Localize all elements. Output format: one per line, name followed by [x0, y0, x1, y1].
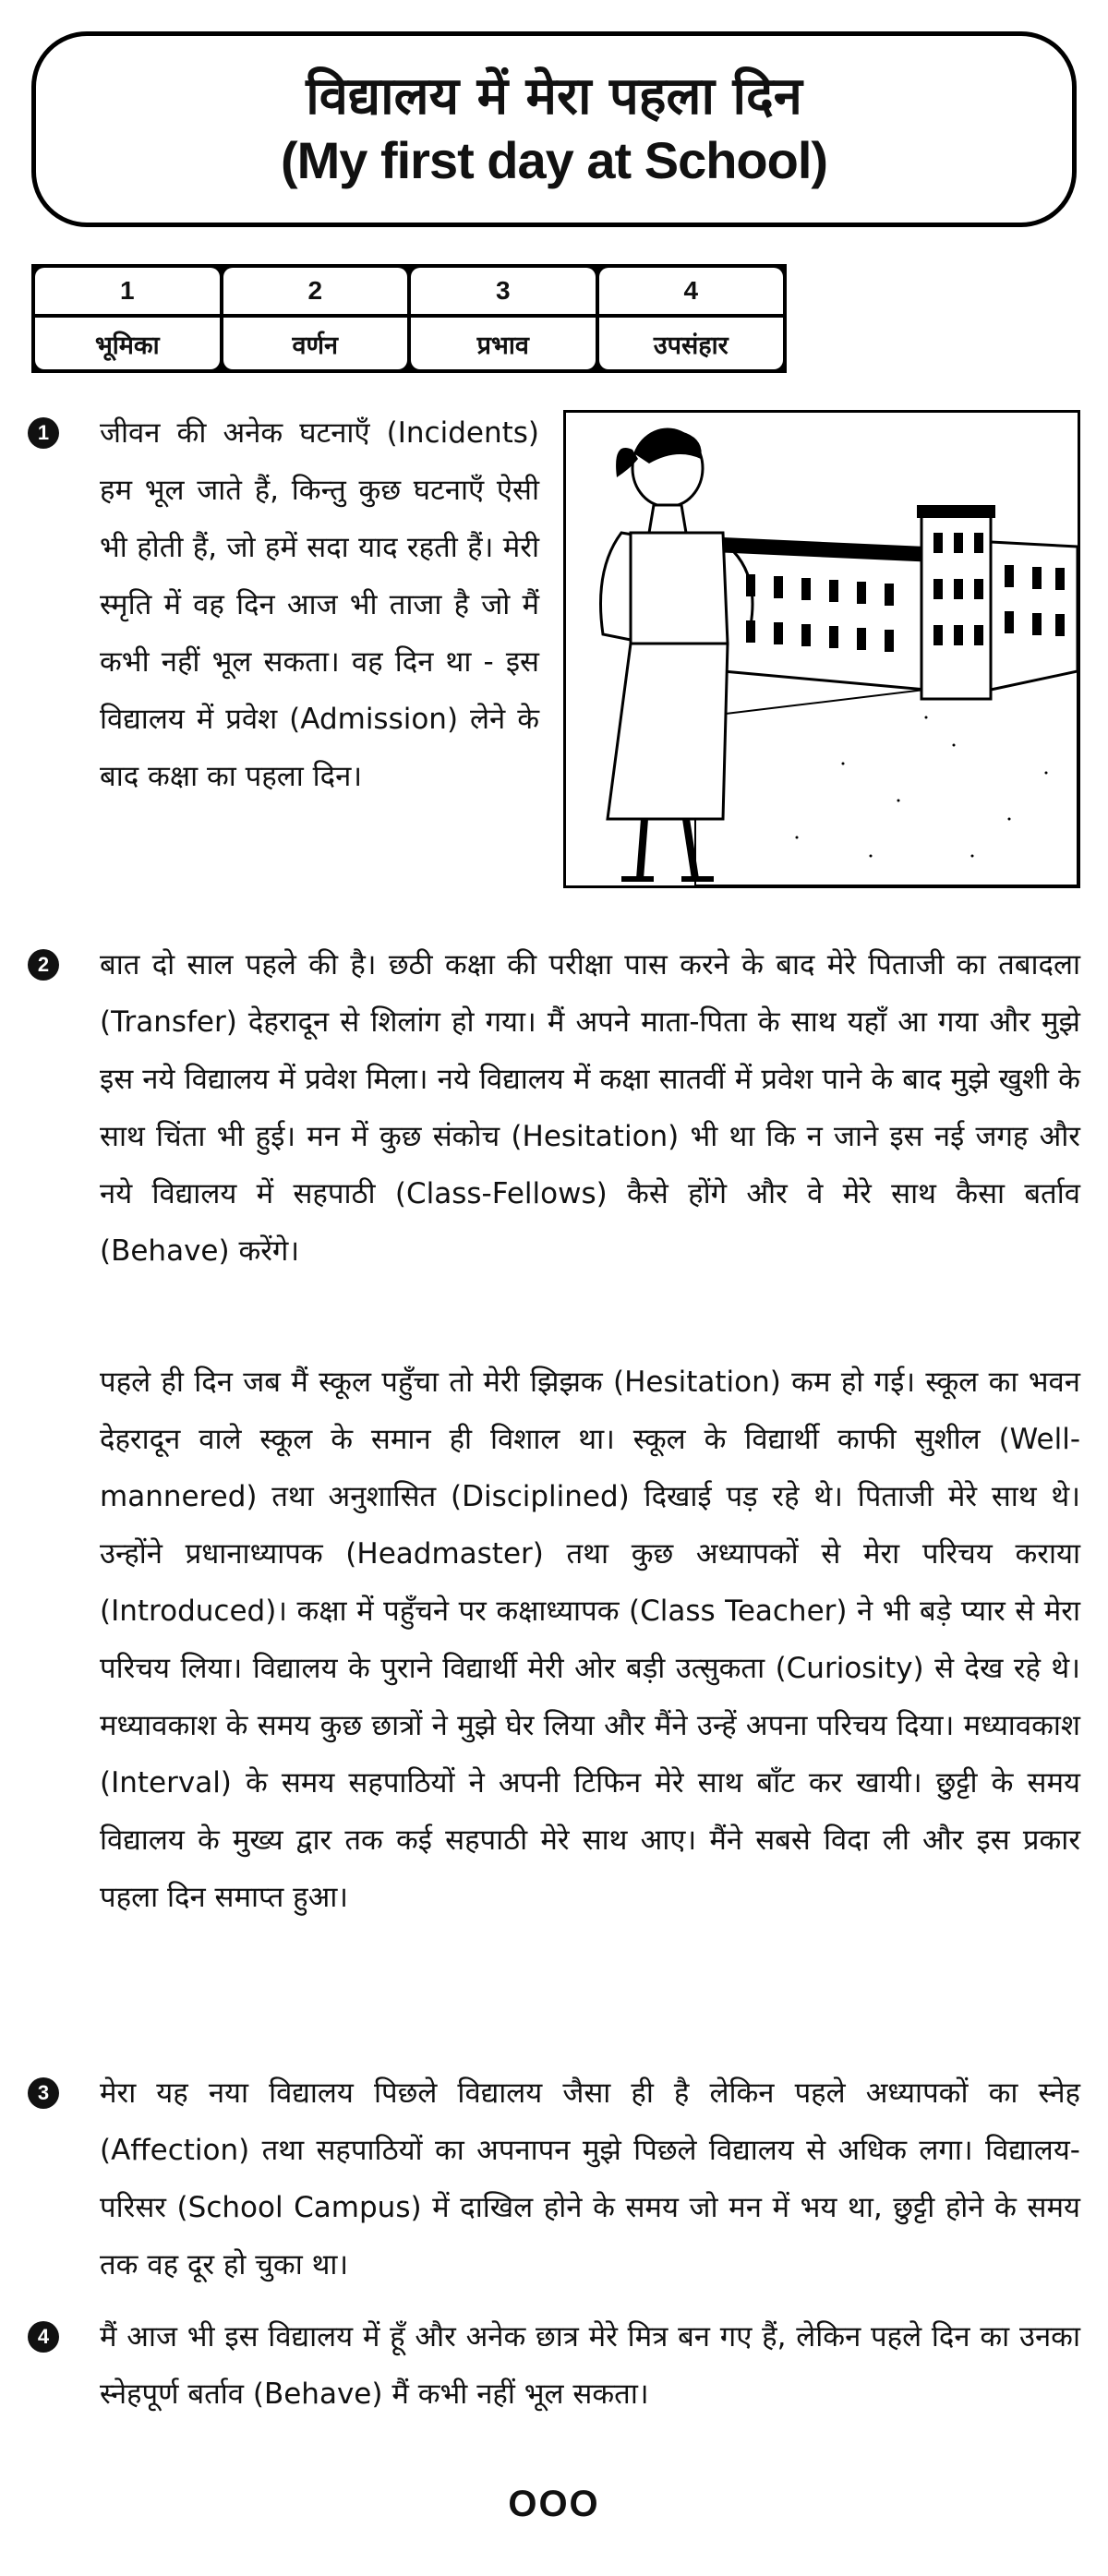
outline-number: 2: [223, 268, 408, 318]
title-box: [31, 31, 1077, 227]
outline-cell: [599, 268, 784, 369]
title-hindi: विद्यालय में मेरा पहला दिन: [306, 66, 802, 127]
paragraph-conclusion: मैं आज भी इस विद्यालय में हूँ और अनेक छात्र मेरे मित्र बन गए हैं, लेकिन पहले दिन का उनका स्नेहपूर्ण बर्ताव (Behave) मैं कभी नहीं भूल सकता।: [100, 2320, 1080, 2411]
title-english: (My first day at School): [280, 130, 828, 189]
paragraph-description: बात दो साल पहले की है। छठी कक्षा की परीक्षा पास करने के बाद मेरे पिताजी का तबादला (Transfer) देहरादून से शिलांग हो गया। मैं अपने माता-पिता के साथ यहाँ आ गया और मुझे इस नये विद्यालय में प्रवेश मिला। नये विद्यालय में कक्षा सातवीं में प्रवेश पाने के बाद मुझे खुशी के साथ चिंता भी हुई। मन में कुछ संकोच (Hesitation) भी था कि न जाने इस नई जगह और नये विद्यालय में सहपाठी (Class-Fellows) कैसे होंगे और वे मेरे साथ कैसा बर्ताव (Behave) करेंगे।: [100, 948, 1080, 1268]
outline-number: 1: [35, 268, 220, 318]
outline-table: [31, 264, 787, 373]
outline-cell: [35, 268, 220, 369]
paragraph-effect: मेरा यह नया विद्यालय पिछले विद्यालय जैसा ही है लेकिन पहले अध्यापकों का स्नेह (Affection) तथा सहपाठियों का अपनापन मुझे पिछले विद्यालय से अधिक लगा। विद्यालय-परिसर (School Campus) में दाखिल होने के समय जो मन में भय था, छुट्टी होने के समय तक वह दूर हो चुका था।: [100, 2076, 1080, 2281]
bullet-marker: 4: [28, 2321, 59, 2353]
bullet-marker: 1: [28, 417, 59, 449]
outline-number: 4: [599, 268, 784, 318]
outline-number: 3: [411, 268, 596, 318]
paragraph-description-continued: पहले ही दिन जब मैं स्कूल पहुँचा तो मेरी झिझक (Hesitation) कम हो गई। स्कूल का भवन देहरादून वाले स्कूल के समान ही विशाल था। स्कूल के विद्यार्थी काफी सुशील (Well-mannered) तथा अनुशासित (Disciplined) दिखाई पड़ रहे थे। पिताजी मेरे साथ थे। उन्होंने प्रधानाध्यापक (Headmaster) तथा कुछ अध्यापकों से मेरा परिचय कराया (Introduced)। कक्षा में पहुँचने पर कक्षाध्यापक (Class Teacher) ने भी बड़े प्यार से मेरा परिचय लिया। विद्यालय के पुराने विद्यार्थी मेरी ओर बड़ी उत्सुकता (Curiosity) से देख रहे थे। मध्यावकाश के समय कुछ छात्रों ने मुझे घेर लिया और मैंने उन्हें अपना परिचय दिया। मध्यावकाश (Interval) के समय सहपाठियों ने अपनी टिफिन मेरे साथ बाँट कर खायी। छुट्टी के समय विद्यालय के मुख्य द्वार तक कई सहपाठी मेरे साथ आए। मैंने सबसे विदा ली और इस प्रकार पहला दिन समाप्त हुआ।: [100, 1366, 1080, 1914]
outline-cell: [223, 268, 408, 369]
outline-label: वर्णन: [292, 331, 339, 360]
girl-walking-to-school-illustration: [563, 410, 1080, 888]
outline-label: प्रभाव: [476, 331, 529, 360]
bullet-marker: 3: [28, 2077, 59, 2109]
bullet-marker: 2: [28, 949, 59, 981]
outline-label: भूमिका: [94, 331, 160, 360]
school-girl-icon: [566, 413, 1078, 885]
end-mark: ООО: [508, 2484, 600, 2524]
paragraph-introduction: जीवन की अनेक घटनाएँ (Incidents) हम भूल जाते हैं, किन्तु कुछ घटनाएँ ऐसी भी होती हैं, जो हमें सदा याद रहती हैं। मेरी स्मृति में वह दिन आज भी ताजा है जो मैं कभी नहीं भूल सकता। वह दिन था - इस विद्यालय में प्रवेश (Admission) लेने के बाद कक्षा का पहला दिन।: [100, 416, 539, 793]
outline-label: उपसंहार: [653, 331, 729, 360]
outline-cell: [411, 268, 596, 369]
